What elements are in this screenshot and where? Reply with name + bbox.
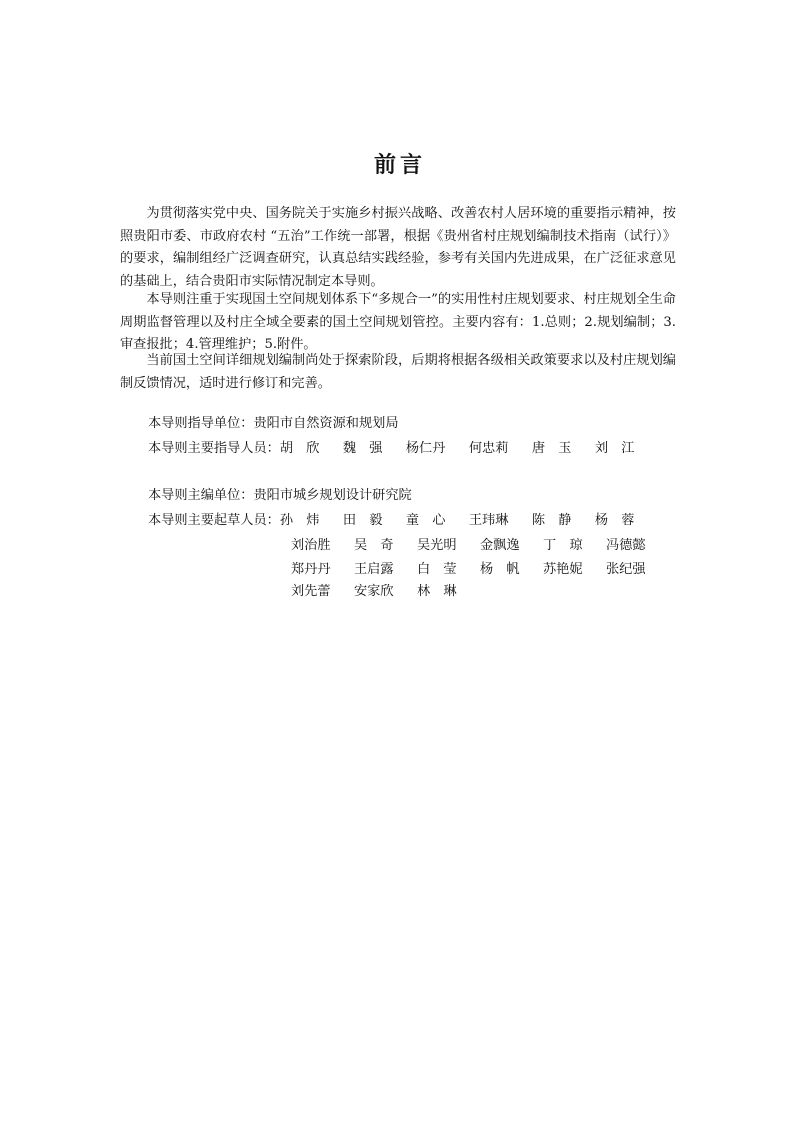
drafters-row-4 bbox=[291, 582, 480, 602]
editor-unit-line bbox=[148, 486, 412, 506]
person-name: 何忠莉 bbox=[468, 441, 509, 456]
person-name: 唐 玉 bbox=[531, 441, 572, 456]
person-name: 张纪强 bbox=[606, 562, 646, 577]
person-name: 吴 奇 bbox=[354, 538, 394, 553]
person-name: 冯德懿 bbox=[606, 538, 646, 553]
guidance-personnel-names bbox=[280, 439, 658, 459]
person-name: 金飘逸 bbox=[480, 538, 520, 553]
drafters-row-3 bbox=[291, 560, 669, 580]
person-name: 王玮琳 bbox=[468, 513, 509, 528]
person-name: 丁 琼 bbox=[543, 538, 583, 553]
preface-paragraph-1: 为贯彻落实党中央、国务院关于实施乡村振兴战略、改善农村人居环境的重要指示精神，按照贵阳市委、市政府农村 “五治”工作统一部署，根据《贵州省村庄规划编制技术指南（试行）》的要求，编制组经广泛调查研究，认真总结实践经验，参考有关国内先进成果，在广泛征求意见的基础上，结合贵阳市实际情况制定本导则。 bbox=[120, 206, 676, 289]
person-name: 刘 江 bbox=[594, 441, 635, 456]
guidance-unit-line bbox=[148, 414, 399, 434]
person-name: 胡 欣 bbox=[279, 441, 320, 456]
person-name: 杨 蓉 bbox=[594, 513, 635, 528]
person-name: 杨仁丹 bbox=[405, 441, 446, 456]
person-name: 郑丹丹 bbox=[291, 562, 331, 577]
person-name: 童 心 bbox=[405, 513, 446, 528]
person-name: 魏 强 bbox=[342, 441, 383, 456]
guidance-personnel-line bbox=[148, 439, 658, 459]
guidance-unit-value: 贵阳市自然资源和规划局 bbox=[253, 416, 399, 431]
editor-unit-label: 本导则主编单位： bbox=[148, 488, 254, 503]
person-name: 苏艳妮 bbox=[543, 562, 583, 577]
person-name: 安家欣 bbox=[354, 584, 394, 599]
preface-paragraph-2: 本导则注重于实现国土空间规划体系下“多规合一”的实用性村庄规划要求、村庄规划全生命周期监督管理以及村庄全域全要素的国土空间规划管控。主要内容有：1.总则；2.规划编制；3.审查报批；4.管理维护；5.附件。 bbox=[120, 292, 676, 352]
person-name: 孙 炜 bbox=[279, 513, 320, 528]
person-name: 白 莹 bbox=[417, 562, 457, 577]
person-name: 王启露 bbox=[354, 562, 394, 577]
drafters-line bbox=[148, 511, 658, 531]
preface-paragraph-3: 当前国土空间详细规划编制尚处于探索阶段，后期将根据各级相关政策要求以及村庄规划编制反馈情况，适时进行修订和完善。 bbox=[120, 353, 676, 391]
page-title: 前言 bbox=[373, 153, 426, 178]
drafters-row-2 bbox=[291, 536, 669, 556]
person-name: 刘治胜 bbox=[291, 538, 331, 553]
editor-unit-value: 贵阳市城乡规划设计研究院 bbox=[253, 488, 412, 503]
person-name: 刘先蕾 bbox=[291, 584, 331, 599]
person-name: 林 琳 bbox=[417, 584, 457, 599]
person-name: 吴光明 bbox=[417, 538, 457, 553]
guidance-unit-label: 本导则指导单位： bbox=[148, 416, 254, 431]
person-name: 杨 帆 bbox=[480, 562, 520, 577]
drafters-label: 本导则主要起草人员： bbox=[148, 513, 280, 528]
guidance-personnel-label: 本导则主要指导人员： bbox=[148, 441, 280, 456]
person-name: 陈 静 bbox=[531, 513, 572, 528]
drafters-row-1 bbox=[280, 511, 658, 531]
person-name: 田 毅 bbox=[342, 513, 383, 528]
